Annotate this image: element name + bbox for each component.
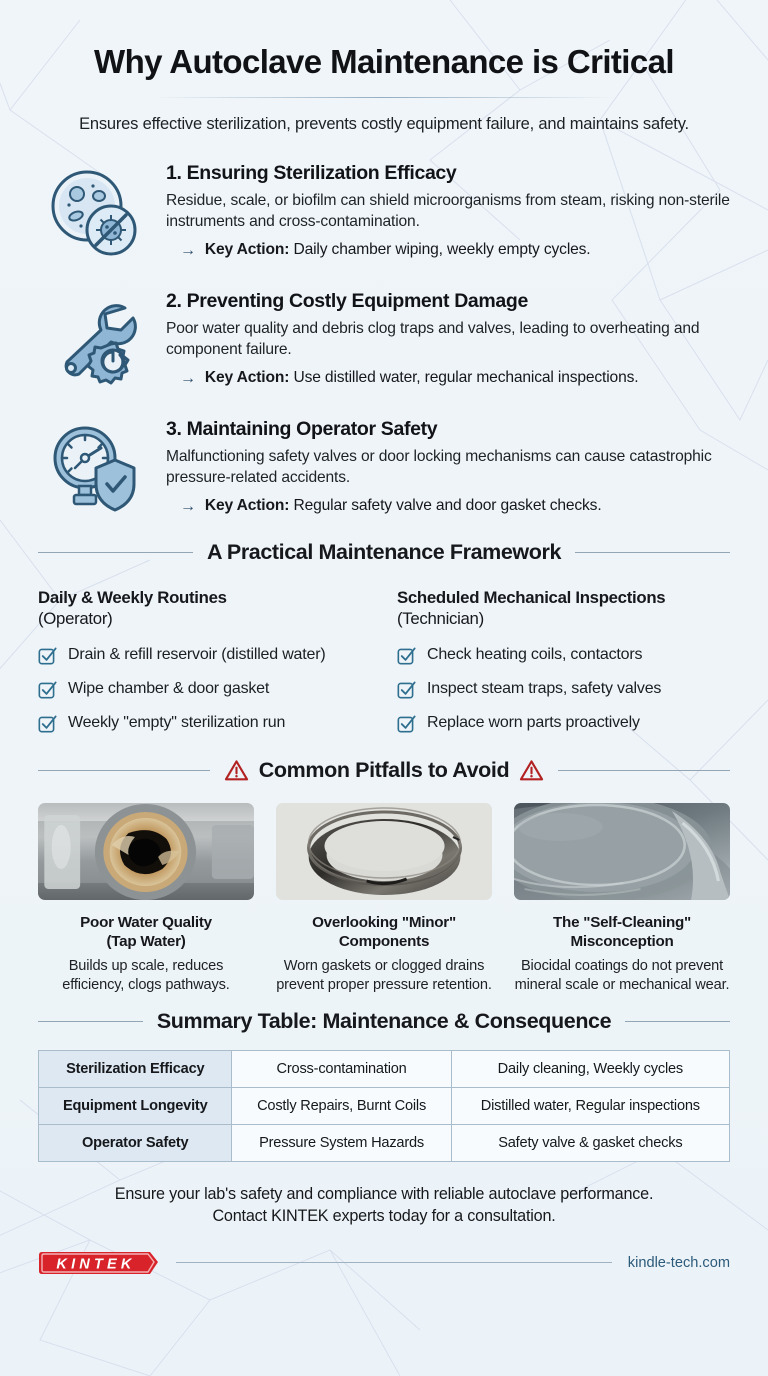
title-divider xyxy=(154,97,614,98)
checkbox-checked-icon xyxy=(397,680,416,699)
table-cell-category: Operator Safety xyxy=(39,1125,232,1162)
checklist-label: Wipe chamber & door gasket xyxy=(68,679,270,697)
checklist-item xyxy=(38,646,371,665)
footer-divider xyxy=(176,1262,612,1263)
arrow-right-icon: → xyxy=(180,242,196,260)
table-cell-action: Distilled water, Regular inspections xyxy=(451,1088,729,1125)
checklist-item xyxy=(397,646,730,665)
pitfalls-section-header xyxy=(38,758,730,783)
reason-body-text: Poor water quality and debris clog traps and valves, leading to overheating and component failure. xyxy=(166,319,700,359)
summary-heading: Summary Table: Maintenance & Consequence xyxy=(156,1009,612,1034)
table-cell-consequence: Pressure System Hazards xyxy=(232,1125,451,1162)
column-subtitle: (Technician) xyxy=(397,609,484,629)
key-action-line xyxy=(166,241,730,261)
arrow-right-icon: → xyxy=(180,370,196,388)
reason-body-text: Malfunctioning safety valves or door locking mechanisms can cause catastrophic pressure-related accidents. xyxy=(166,447,712,487)
checkbox-checked-icon xyxy=(397,646,416,665)
table-cell-category: Sterilization Efficacy xyxy=(39,1051,232,1088)
checklist-item xyxy=(38,680,371,699)
pitfall-desc: Worn gaskets or clogged drains prevent proper pressure retention. xyxy=(276,958,492,994)
checkbox-checked-icon xyxy=(38,680,57,699)
checklist xyxy=(38,646,371,733)
table-row xyxy=(39,1088,730,1125)
column-title: Daily & Weekly Routines xyxy=(38,587,227,607)
key-action-text: Daily chamber wiping, weekly empty cycles. xyxy=(293,241,591,259)
footer-bar xyxy=(38,1248,730,1278)
divider-line-right xyxy=(558,770,730,771)
pitfall-desc: Builds up scale, reduces efficiency, clogs pathways. xyxy=(62,958,230,994)
warning-triangle-icon xyxy=(224,759,249,782)
pitfall-title: Overlooking "Minor" Components xyxy=(312,913,456,951)
warning-triangle-icon xyxy=(519,759,544,782)
pitfall-item xyxy=(38,803,254,995)
checklist-item xyxy=(397,714,730,733)
checklist-label: Replace worn parts proactively xyxy=(427,713,640,731)
framework-heading: A Practical Maintenance Framework xyxy=(206,539,562,564)
pitfall-item xyxy=(514,803,730,995)
table-row xyxy=(39,1051,730,1088)
pitfall-title: Poor Water Quality (Tap Water) xyxy=(80,913,212,951)
reasons-list xyxy=(38,156,730,524)
column-subtitle: (Operator) xyxy=(38,609,113,629)
checklist xyxy=(397,646,730,733)
reason-item xyxy=(38,412,730,524)
checklist-label: Weekly "empty" sterilization run xyxy=(68,713,286,731)
table-cell-category: Equipment Longevity xyxy=(39,1088,232,1125)
cta-line-2: Contact KINTEK experts today for a consultation. xyxy=(212,1206,556,1225)
pitfalls-heading: Common Pitfalls to Avoid xyxy=(258,757,510,782)
reason-heading: 3. Maintaining Operator Safety xyxy=(166,417,438,440)
table-cell-consequence: Cross-contamination xyxy=(232,1051,451,1088)
framework-section-header xyxy=(38,540,730,565)
table-cell-action: Safety valve & gasket checks xyxy=(451,1125,729,1162)
key-action-text: Regular safety valve and door gasket checks. xyxy=(293,497,602,515)
pitfalls-row xyxy=(38,803,730,995)
divider-line-right xyxy=(625,1021,730,1022)
reason-heading: 2. Preventing Costly Equipment Damage xyxy=(166,289,528,312)
key-action-label: Key Action: xyxy=(204,241,290,259)
arrow-right-icon: → xyxy=(180,498,196,516)
column-title: Scheduled Mechanical Inspections xyxy=(397,587,666,607)
checkbox-checked-icon xyxy=(38,714,57,733)
table-cell-consequence: Costly Repairs, Burnt Coils xyxy=(232,1088,451,1125)
wrench-gear-icon xyxy=(38,284,148,396)
reason-item xyxy=(38,284,730,396)
summary-section-header xyxy=(38,1009,730,1034)
checklist-item xyxy=(38,714,371,733)
kintek-logo[interactable] xyxy=(38,1248,160,1278)
checklist-label: Drain & refill reservoir (distilled water) xyxy=(68,645,326,663)
divider-line-left xyxy=(38,1021,143,1022)
reason-item xyxy=(38,156,730,268)
reason-heading: 1. Ensuring Sterilization Efficacy xyxy=(166,161,457,184)
call-to-action xyxy=(38,1184,730,1227)
autoclave-chamber-photo xyxy=(514,803,730,900)
petri-dish-microbe-icon xyxy=(38,156,148,268)
table-cell-action: Daily cleaning, Weekly cycles xyxy=(451,1051,729,1088)
key-action-line xyxy=(166,497,730,517)
key-action-line xyxy=(166,369,730,389)
key-action-text: Use distilled water, regular mechanical inspections. xyxy=(293,369,639,387)
pitfall-desc: Biocidal coatings do not prevent mineral scale or mechanical wear. xyxy=(514,958,730,994)
key-action-label: Key Action: xyxy=(204,369,290,387)
pitfall-title: The "Self-Cleaning" Misconception xyxy=(553,913,691,951)
key-action-label: Key Action: xyxy=(204,497,290,515)
table-row xyxy=(39,1125,730,1162)
summary-table xyxy=(38,1050,730,1162)
corroded-pipe-photo xyxy=(38,803,254,900)
page-title: Why Autoclave Maintenance is Critical xyxy=(94,43,674,80)
pressure-gauge-shield-icon xyxy=(38,412,148,524)
column-heading xyxy=(397,587,730,630)
framework-column-operator xyxy=(38,587,371,748)
checkbox-checked-icon xyxy=(38,646,57,665)
checklist-label: Inspect steam traps, safety valves xyxy=(427,679,662,697)
divider-line-left xyxy=(38,552,193,553)
reason-body-text: Residue, scale, or biofilm can shield microorganisms from steam, risking non-sterile instruments and cross-contamination. xyxy=(166,191,730,231)
column-heading xyxy=(38,587,371,630)
checklist-label: Check heating coils, contactors xyxy=(427,645,643,663)
divider-line-right xyxy=(575,552,730,553)
framework-column-technician xyxy=(397,587,730,748)
framework-columns xyxy=(38,587,730,748)
kintek-logo-text: KINTEK xyxy=(56,1256,136,1273)
website-url[interactable]: kindle-tech.com xyxy=(627,1254,730,1271)
checkbox-checked-icon xyxy=(397,714,416,733)
divider-line-left xyxy=(38,770,210,771)
pitfall-item xyxy=(276,803,492,995)
cta-line-1: Ensure your lab's safety and compliance with reliable autoclave performance. xyxy=(114,1185,654,1204)
page-subtitle: Ensures effective sterilization, prevents costly equipment failure, and maintains safety. xyxy=(79,114,689,133)
checklist-item xyxy=(397,680,730,699)
worn-gasket-ring-photo xyxy=(276,803,492,900)
